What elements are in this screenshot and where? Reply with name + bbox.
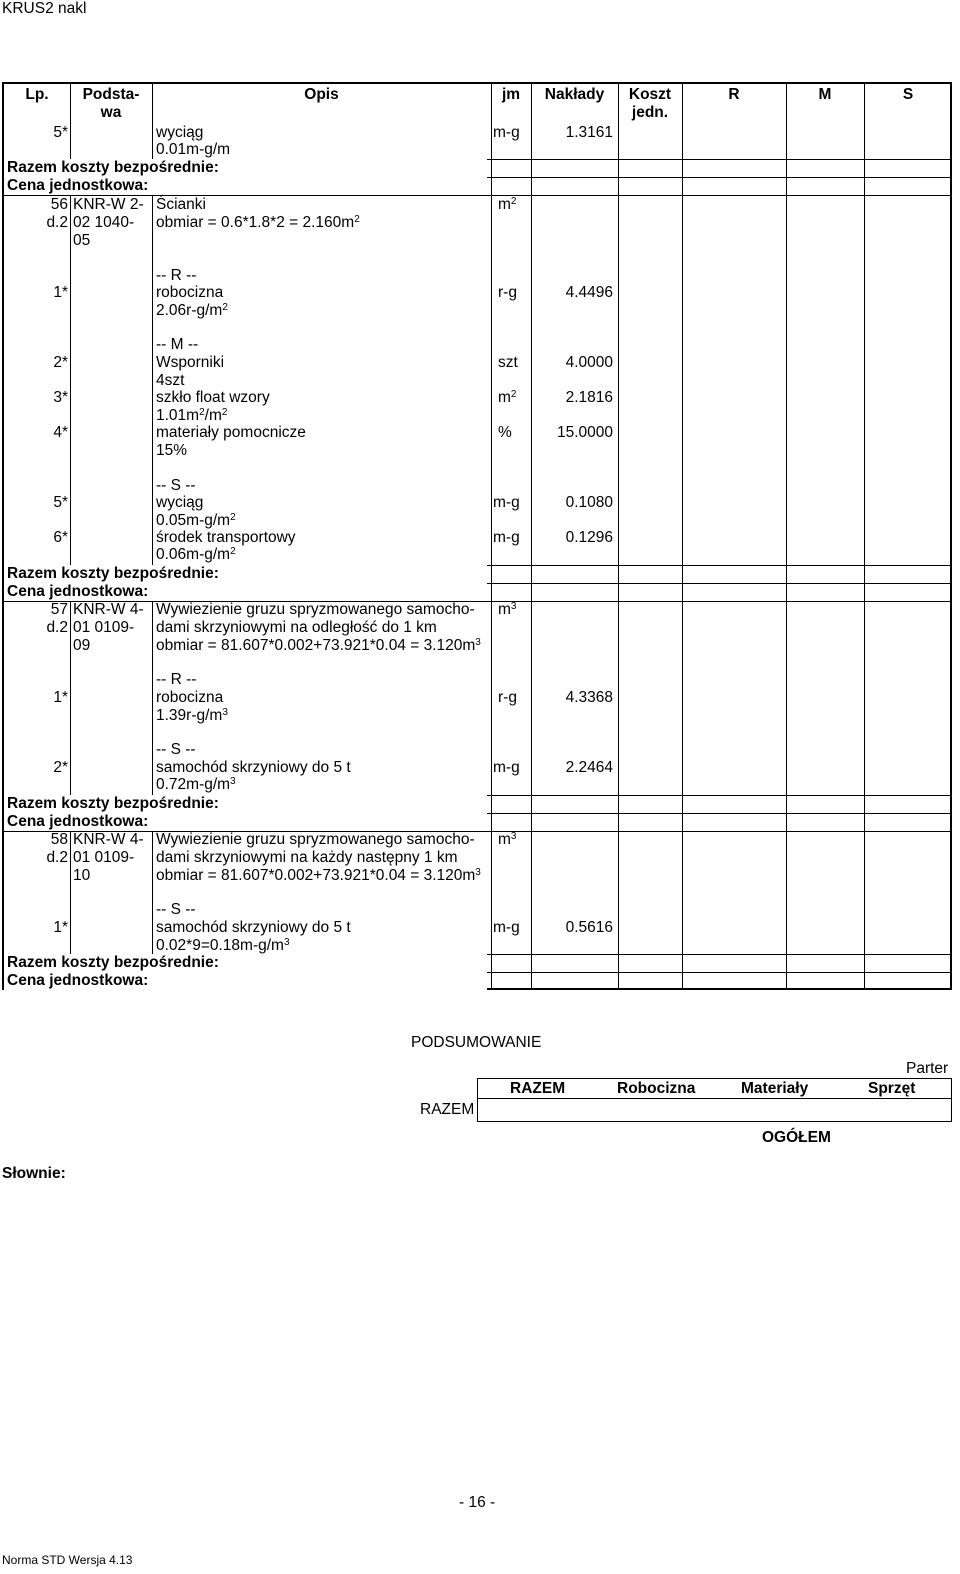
total-label: Razem koszty bezpośrednie: (7, 159, 219, 176)
slownie-label: Słownie: (2, 1165, 66, 1182)
summary-razem-label: RAZEM (420, 1101, 475, 1118)
position-number: 57 (50, 601, 68, 618)
item-jm: m-g (493, 919, 520, 936)
position-basis: KNR-W 4- (73, 601, 144, 618)
header-row-2 (4, 104, 950, 122)
summary-ogolem: OGÓŁEM (762, 1129, 831, 1146)
col-s-header: S (902, 86, 914, 103)
item-value: 4.4496 (565, 284, 613, 301)
summary-table (477, 1078, 952, 1122)
item-jm: $m^2$ (498, 389, 517, 406)
col-jm-header: jm (501, 86, 521, 103)
total-row (4, 954, 487, 972)
item-lp: 1* (53, 284, 68, 301)
item-jm: m-g (493, 124, 520, 141)
position-obmiar: obmiar = $81.607*0.002+73.921*0.04 = 3.120m^3$ (156, 867, 481, 884)
item-jm: r-g (498, 689, 517, 706)
total-label: Razem koszty bezpośrednie: (7, 795, 219, 812)
col-r-header: R (728, 86, 740, 103)
summary-col-razem: RAZEM (510, 1080, 566, 1097)
position-number: 58 (50, 831, 68, 848)
position-sub: d.2 (46, 619, 68, 636)
price-label: Cena jednostkowa: (7, 972, 149, 989)
col-podstawa-header-1: Podsta- (82, 86, 140, 103)
col-lp-header: Lp. (25, 86, 49, 103)
cost-table (2, 82, 952, 990)
item-name: samochód skrzyniowy do 5 t (156, 919, 351, 936)
position-row (4, 831, 950, 849)
summary-col-robocizna: Robocizna (617, 1080, 696, 1097)
total-row (4, 565, 487, 583)
item-value: 2.2464 (565, 759, 613, 776)
item-lp: 3* (53, 389, 68, 406)
position-basis: 02 1040- (73, 214, 135, 231)
table-row (4, 919, 950, 937)
item-jm: m-g (493, 759, 520, 776)
item-name: wyciąg (156, 494, 204, 511)
total-label: Razem koszty bezpośrednie: (7, 565, 219, 582)
col-podstawa-header-2: wa (100, 104, 122, 121)
price-label: Cena jednostkowa: (7, 583, 149, 600)
m-marker: -- M -- (156, 336, 199, 353)
s-marker: -- S -- (156, 741, 196, 758)
table-row (4, 529, 950, 547)
item-norm: 15% (156, 442, 188, 459)
item-lp: 2* (53, 354, 68, 371)
item-norm: $1.01m^2/m^2$ (156, 407, 228, 424)
position-basis: 10 (73, 867, 91, 884)
item-value: 1.3161 (565, 124, 613, 141)
position-title: dami skrzyniowymi na każdy następny 1 km (156, 849, 458, 866)
position-title: Ścianki (156, 196, 206, 213)
col-opis-header: Opis (304, 86, 339, 103)
item-lp: 5* (53, 124, 68, 141)
table-row (4, 389, 950, 407)
position-row (4, 232, 950, 250)
item-norm: $2.06r-g/m^2$ (156, 302, 228, 319)
item-name: Wsporniki (156, 354, 225, 371)
summary-col-sprzet: Sprzęt (868, 1080, 916, 1097)
item-name: samochód skrzyniowy do 5 t (156, 759, 351, 776)
item-value: 0.5616 (565, 919, 613, 936)
col-m-header: M (818, 86, 832, 103)
position-basis: 09 (73, 637, 91, 654)
total-row (4, 159, 487, 177)
summary-col-materialy: Materiały (741, 1080, 809, 1097)
table-row (4, 424, 950, 442)
position-title: Wywiezienie gruzu spryzmowanego samocho- (156, 601, 475, 618)
position-jm: $m^3$ (498, 831, 517, 848)
item-value: 0.1296 (565, 529, 613, 546)
item-norm: 4szt (156, 372, 185, 389)
position-row (4, 196, 950, 214)
item-lp: 2* (53, 759, 68, 776)
position-obmiar: obmiar = $81.607*0.002+73.921*0.04 = 3.120m^3$ (156, 637, 481, 654)
position-basis: KNR-W 2- (73, 196, 144, 213)
position-basis: 01 0109- (73, 849, 135, 866)
total-row (4, 795, 487, 813)
item-jm: % (498, 424, 512, 441)
table-row (4, 124, 950, 142)
s-marker: -- S -- (156, 477, 196, 494)
position-row (4, 214, 950, 232)
price-label: Cena jednostkowa: (7, 177, 149, 194)
table-row (4, 494, 950, 512)
position-row (4, 619, 950, 637)
item-name: środek transportowy (156, 529, 296, 546)
item-norm: $0.05m-g/m^2$ (156, 512, 236, 529)
report-title: KRUS2 nakl (2, 0, 87, 17)
price-row (4, 177, 487, 195)
item-jm: m-g (493, 529, 520, 546)
table-row (4, 284, 950, 302)
item-name: wyciąg (156, 124, 204, 141)
item-name: robocizna (156, 689, 224, 706)
r-marker: -- R -- (156, 671, 197, 688)
position-obmiar: obmiar = $0.6*1.8*2 = 2.160m^2$ (156, 214, 360, 231)
position-row (4, 601, 950, 619)
item-norm: 0.01m-g/m (156, 141, 231, 158)
position-row (4, 867, 950, 885)
item-norm: $1.39r-g/m^3$ (156, 707, 228, 724)
item-value: 4.3368 (565, 689, 613, 706)
price-row (4, 813, 487, 831)
position-sub: d.2 (46, 214, 68, 231)
item-value: 15.0000 (556, 424, 613, 441)
item-norm: $0.02*9=0.18m-g/m^3$ (156, 937, 290, 954)
item-lp: 1* (53, 919, 68, 936)
position-jm: $m^3$ (498, 601, 517, 618)
total-label: Razem koszty bezpośrednie: (7, 954, 219, 971)
price-label: Cena jednostkowa: (7, 813, 149, 830)
table-row (4, 689, 950, 707)
footer-version: Norma STD Wersja 4.13 (2, 1553, 133, 1567)
item-norm: $0.06m-g/m^2$ (156, 546, 236, 563)
position-basis: 01 0109- (73, 619, 135, 636)
s-marker: -- S -- (156, 901, 196, 918)
position-basis: KNR-W 4- (73, 831, 144, 848)
item-jm: m-g (493, 494, 520, 511)
col-naklady-header: Nakłady (544, 86, 605, 103)
item-lp: 1* (53, 689, 68, 706)
position-sub: d.2 (46, 849, 68, 866)
item-lp: 6* (53, 529, 68, 546)
item-norm: $0.72m-g/m^3$ (156, 776, 236, 793)
item-lp: 4* (53, 424, 68, 441)
position-title: dami skrzyniowymi na odległość do 1 km (156, 619, 437, 636)
summary-parter: Parter (906, 1060, 949, 1077)
r-marker: -- R -- (156, 267, 197, 284)
position-basis: 05 (73, 232, 91, 249)
item-name: robocizna (156, 284, 224, 301)
summary-title: PODSUMOWANIE (411, 1034, 542, 1051)
item-value: 2.1816 (565, 389, 613, 406)
col-koszt-header-1: Koszt (628, 86, 672, 103)
position-title: Wywiezienie gruzu spryzmowanego samocho- (156, 831, 475, 848)
col-koszt-header-2: jedn. (631, 104, 669, 121)
table-row (4, 141, 950, 159)
item-name: szkło float wzory (156, 389, 270, 406)
item-lp: 5* (53, 494, 68, 511)
table-row (4, 759, 950, 777)
item-name: materiały pomocnicze (156, 424, 306, 441)
item-jm: szt (498, 354, 518, 371)
price-row (4, 583, 487, 601)
position-jm: $m^2$ (498, 196, 517, 213)
table-row (4, 354, 950, 372)
header-row (4, 86, 950, 104)
position-row (4, 849, 950, 867)
item-value: 0.1080 (565, 494, 613, 511)
position-row (4, 637, 950, 655)
item-value: 4.0000 (565, 354, 613, 371)
page-number: - 16 - (459, 1494, 496, 1511)
price-row (4, 972, 487, 990)
position-number: 56 (50, 196, 68, 213)
item-jm: r-g (498, 284, 517, 301)
